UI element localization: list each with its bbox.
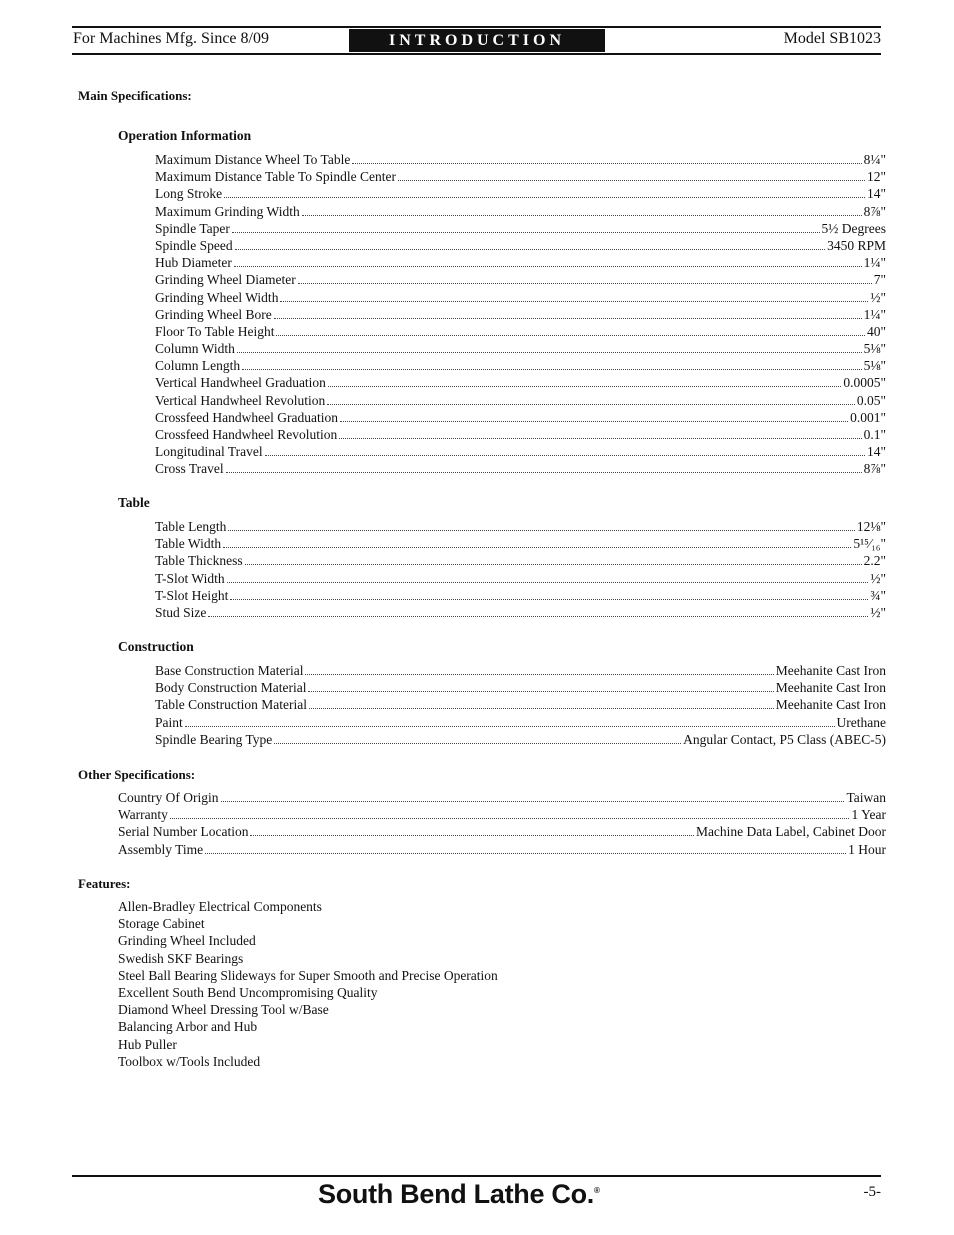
spec-value: Machine Data Label, Cabinet Door [695, 824, 886, 840]
spec-row [155, 535, 886, 552]
spec-value: Taiwan [846, 790, 886, 805]
feature-item: Allen-Bradley Electrical Components [118, 899, 322, 914]
header-left-text: For Machines Mfg. Since 8/09 [73, 30, 269, 47]
spec-label: Spindle Bearing Type [155, 731, 273, 747]
spec-row [155, 460, 886, 477]
spec-value: 5⅛" [863, 341, 886, 357]
leader-dots [228, 520, 854, 531]
leader-dots [230, 589, 868, 600]
spec-label: Body Construction Material [155, 680, 307, 696]
spec-value: ½" [870, 604, 886, 620]
spec-value: 5¹⁵⁄₁₆" [853, 536, 886, 552]
spec-row [118, 841, 886, 858]
spec-label: Crossfeed Handwheel Revolution [155, 427, 338, 442]
spec-row [155, 168, 886, 185]
spec-row [155, 409, 886, 426]
leader-dots [237, 342, 862, 353]
spec-label: Maximum Distance Wheel To Table [155, 152, 351, 167]
spec-label: Crossfeed Handwheel Graduation [155, 409, 338, 425]
spec-label: Maximum Distance Table To Spindle Center [155, 169, 396, 185]
spec-label: Table Length [155, 519, 227, 534]
spec-row [155, 185, 886, 202]
spec-label: Hub Diameter [155, 255, 232, 271]
spec-label: Stud Size [155, 604, 207, 620]
spec-row [118, 789, 886, 806]
spec-value: 7" [873, 272, 886, 288]
spec-label: Country Of Origin [118, 790, 219, 805]
spec-row [155, 443, 886, 460]
spec-value: 0.05" [856, 392, 886, 408]
operation-information-heading: Operation Information [118, 128, 252, 143]
spec-row [155, 662, 886, 679]
spec-label: Floor To Table Height [155, 323, 275, 339]
spec-row [155, 254, 886, 271]
spec-label: Maximum Grinding Width [155, 203, 300, 219]
spec-label: Grinding Wheel Width [155, 289, 279, 305]
spec-value: 0.001" [850, 409, 886, 425]
spec-label: Paint [155, 714, 183, 730]
spec-value: ½" [870, 289, 886, 305]
leader-dots [352, 153, 861, 164]
spec-label: Spindle Taper [155, 220, 230, 236]
registered-mark: ® [593, 1186, 600, 1195]
spec-value: 5½ Degrees [821, 220, 886, 236]
spec-value: 8⅞" [863, 203, 886, 219]
footer-rule [72, 1175, 881, 1177]
spec-value: 40" [866, 323, 886, 339]
spec-row [155, 392, 886, 409]
spec-row [155, 518, 886, 535]
leader-dots [227, 572, 869, 583]
spec-row [155, 323, 886, 340]
spec-value: 5⅛" [863, 358, 886, 374]
spec-row [155, 731, 886, 748]
spec-row [155, 203, 886, 220]
spec-row [155, 426, 886, 443]
spec-value: ½" [870, 570, 886, 586]
leader-dots [339, 428, 861, 439]
spec-row [155, 604, 886, 621]
feature-item: Toolbox w/Tools Included [118, 1053, 261, 1069]
spec-value: 12" [866, 169, 886, 185]
spec-row [155, 552, 886, 569]
other-spec-list [118, 789, 886, 858]
spec-label: Serial Number Location [118, 824, 249, 840]
spec-label: Grinding Wheel Diameter [155, 272, 296, 288]
leader-dots [398, 170, 865, 181]
leader-dots [274, 308, 862, 319]
leader-dots [298, 273, 872, 284]
feature-item: Grinding Wheel Included [118, 933, 256, 949]
spec-row [155, 306, 886, 323]
spec-row [155, 714, 886, 731]
table-heading: Table [118, 495, 150, 510]
leader-dots [308, 681, 773, 692]
spec-value: 2.2" [863, 553, 886, 569]
header-rule-top [72, 26, 881, 28]
header-section-title: INTRODUCTION [349, 29, 605, 52]
header-model: Model SB1023 [783, 30, 881, 47]
spec-row [155, 570, 886, 587]
leader-dots [223, 537, 851, 548]
other-specifications-heading: Other Specifications: [78, 767, 196, 782]
spec-row [155, 289, 886, 306]
spec-label: Spindle Speed [155, 237, 233, 253]
leader-dots [250, 825, 693, 836]
spec-label: T-Slot Height [155, 587, 229, 603]
spec-row [118, 806, 886, 823]
spec-row [155, 587, 886, 604]
leader-dots [170, 808, 850, 819]
spec-value: 8⅞" [863, 461, 886, 477]
leader-dots [224, 187, 865, 198]
spec-label: Cross Travel [155, 461, 224, 477]
brand-logo-text: South Bend Lathe Co. [318, 1179, 594, 1209]
leader-dots [327, 394, 855, 405]
spec-label: Longitudinal Travel [155, 444, 263, 460]
features-heading: Features: [78, 876, 131, 891]
spec-row [155, 237, 886, 254]
leader-dots [205, 843, 846, 854]
spec-label: Vertical Handwheel Graduation [155, 375, 326, 391]
spec-value: 3450 RPM [827, 237, 886, 253]
spec-row [155, 340, 886, 357]
spec-row [155, 220, 886, 237]
feature-item: Diamond Wheel Dressing Tool w/Base [118, 1002, 329, 1018]
spec-value: 0.0005" [843, 375, 886, 391]
feature-item: Balancing Arbor and Hub [118, 1019, 258, 1035]
operation-spec-list [155, 151, 886, 478]
spec-label: Table Thickness [155, 553, 243, 569]
spec-row [155, 357, 886, 374]
spec-value: Angular Contact, P5 Class (ABEC-5) [683, 731, 886, 747]
construction-spec-list [155, 662, 886, 748]
leader-dots [328, 376, 841, 387]
spec-label: T-Slot Width [155, 570, 225, 586]
leader-dots [208, 606, 868, 617]
spec-value: 12⅛" [856, 519, 886, 534]
spec-label: Column Width [155, 341, 235, 357]
feature-item: Steel Ball Bearing Slideways for Super Smooth and Precise Operation [118, 967, 498, 983]
spec-label: Column Length [155, 358, 241, 374]
spec-label: Grinding Wheel Bore [155, 306, 272, 322]
spec-label: Table Width [155, 536, 222, 552]
spec-label: Long Stroke [155, 186, 223, 202]
page-number: -5- [863, 1184, 881, 1200]
spec-label: Assembly Time [118, 841, 204, 857]
leader-dots [226, 462, 862, 473]
header-rule-bottom [72, 53, 881, 55]
leader-dots [235, 239, 825, 250]
leader-dots [245, 554, 862, 565]
feature-item: Swedish SKF Bearings [118, 950, 244, 966]
spec-row [155, 696, 886, 713]
spec-row [155, 679, 886, 696]
leader-dots [309, 698, 774, 709]
spec-value: ¾" [870, 587, 886, 603]
spec-row [155, 271, 886, 288]
leader-dots [276, 325, 865, 336]
leader-dots [242, 359, 861, 370]
leader-dots [232, 222, 820, 233]
spec-value: Meehanite Cast Iron [775, 697, 886, 713]
leader-dots [302, 205, 862, 216]
spec-row [155, 374, 886, 391]
spec-value: 1 Hour [848, 841, 886, 857]
spec-value: Urethane [836, 714, 886, 730]
leader-dots [221, 791, 845, 802]
feature-item: Storage Cabinet [118, 916, 205, 932]
spec-row [155, 151, 886, 168]
spec-value: 14" [866, 444, 886, 460]
feature-item: Excellent South Bend Uncompromising Quality [118, 984, 378, 1000]
spec-value: 1¼" [863, 306, 886, 322]
leader-dots [305, 664, 773, 675]
spec-value: 1 Year [851, 807, 886, 823]
leader-dots [340, 411, 848, 422]
construction-heading: Construction [118, 639, 194, 654]
spec-value: 0.1" [863, 427, 886, 442]
spec-label: Vertical Handwheel Revolution [155, 392, 326, 408]
leader-dots [265, 445, 865, 456]
spec-label: Table Construction Material [155, 697, 308, 713]
brand-logo [318, 1179, 600, 1210]
leader-dots [234, 256, 862, 267]
leader-dots [274, 733, 681, 744]
spec-value: Meehanite Cast Iron [775, 680, 886, 696]
spec-label: Base Construction Material [155, 663, 304, 678]
spec-label: Warranty [118, 807, 168, 823]
leader-dots [185, 716, 835, 727]
leader-dots [280, 291, 868, 302]
spec-row [118, 823, 886, 840]
spec-value: 14" [866, 186, 886, 202]
spec-value: 8¼" [863, 152, 886, 167]
features-list [118, 898, 498, 1070]
feature-item: Hub Puller [118, 1036, 177, 1052]
spec-value: 1¼" [863, 255, 886, 271]
table-spec-list [155, 518, 886, 621]
spec-value: Meehanite Cast Iron [775, 663, 886, 678]
main-specifications-heading: Main Specifications: [78, 88, 192, 103]
